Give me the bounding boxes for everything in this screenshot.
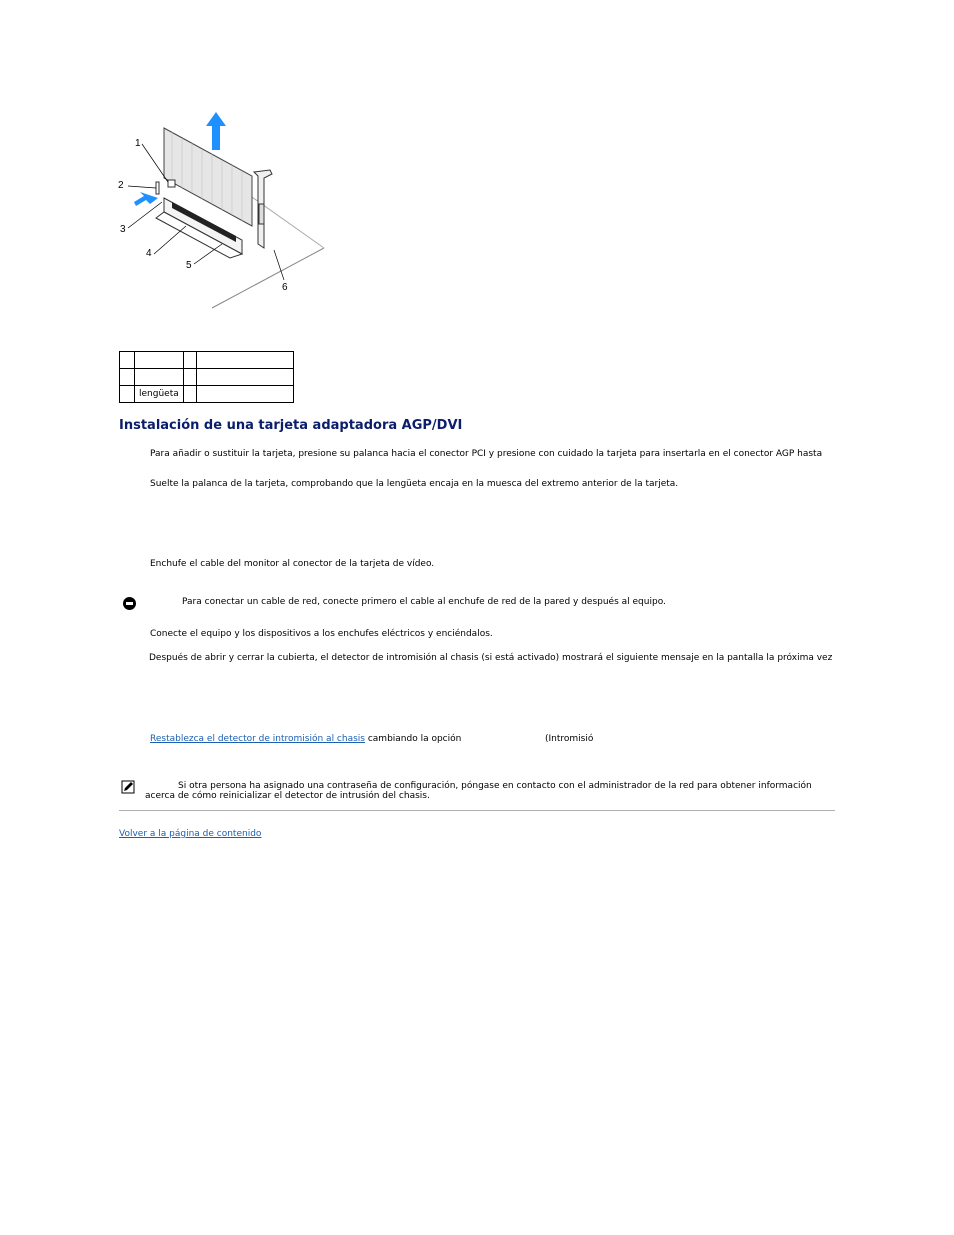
callout-3: 3 <box>120 224 126 235</box>
agp-card-illustration <box>112 108 332 318</box>
step-1-text: Para añadir o sustituir la tarjeta, presione su palanca hacia el conector PCI y presione con cuidado la tarjeta para insertarla en el conector AGP hasta <box>150 449 823 459</box>
note-text-line2: acerca de cómo reinicializar el detector de intrusión del chasis. <box>145 791 430 801</box>
note-text-line1: Si otra persona ha asignado una contraseña de configuración, póngase en contacto con el administrador de la red para obtener información <box>178 781 812 791</box>
table-cell: lengüeta <box>135 386 184 403</box>
table-cell <box>196 352 293 369</box>
step-2-text: Suelte la palanca de la tarjeta, comprobando que la lengüeta encaja en la muesca del extremo anterior de la tarjeta. <box>150 479 679 489</box>
table-row <box>120 386 294 403</box>
table-row <box>120 369 294 386</box>
reset-instruction <box>150 734 461 745</box>
table-cell <box>120 369 135 386</box>
table-cell <box>183 352 196 369</box>
callout-6: 6 <box>282 282 288 293</box>
horizontal-divider <box>119 810 835 811</box>
footer-nav <box>119 829 261 840</box>
callout-4: 4 <box>146 248 152 259</box>
intrusion-message-text: Después de abrir y cerrar la cubierta, el detector de intromisión al chasis (si está activado) mostrará el siguiente mensaje en la pantalla la próxima vez <box>149 653 833 663</box>
note-pencil-icon <box>121 780 135 794</box>
reset-intrusion-link[interactable]: Restablezca el detector de intromisión al chasis <box>150 734 365 744</box>
callout-5: 5 <box>186 260 192 271</box>
table-row <box>120 352 294 369</box>
table-cell <box>135 352 184 369</box>
reset-option-text: (Intromisió <box>545 734 594 744</box>
table-cell <box>196 386 293 403</box>
table-cell <box>120 386 135 403</box>
notice-text: Para conectar un cable de red, conecte primero el cable al enchufe de red de la pared y después al equipo. <box>182 597 666 607</box>
notice-icon <box>123 597 136 610</box>
back-to-contents-link[interactable]: Volver a la página de contenido <box>119 829 262 839</box>
table-cell <box>120 352 135 369</box>
table-cell <box>135 369 184 386</box>
table-cell <box>183 369 196 386</box>
table-cell <box>196 369 293 386</box>
card-diagram <box>112 108 332 318</box>
section-title: Instalación de una tarjeta adaptadora AGP/DVI <box>119 418 463 433</box>
reset-instruction-text: cambiando la opción <box>364 734 462 744</box>
step-3-text: Enchufe el cable del monitor al conector de la tarjeta de vídeo. <box>150 559 435 569</box>
callout-1: 1 <box>135 138 141 149</box>
step-4-text: Conecte el equipo y los dispositivos a los enchufes eléctricos y enciéndalos. <box>150 629 493 639</box>
callout-legend-table <box>119 351 294 403</box>
callout-2: 2 <box>118 180 124 191</box>
table-cell <box>183 386 196 403</box>
